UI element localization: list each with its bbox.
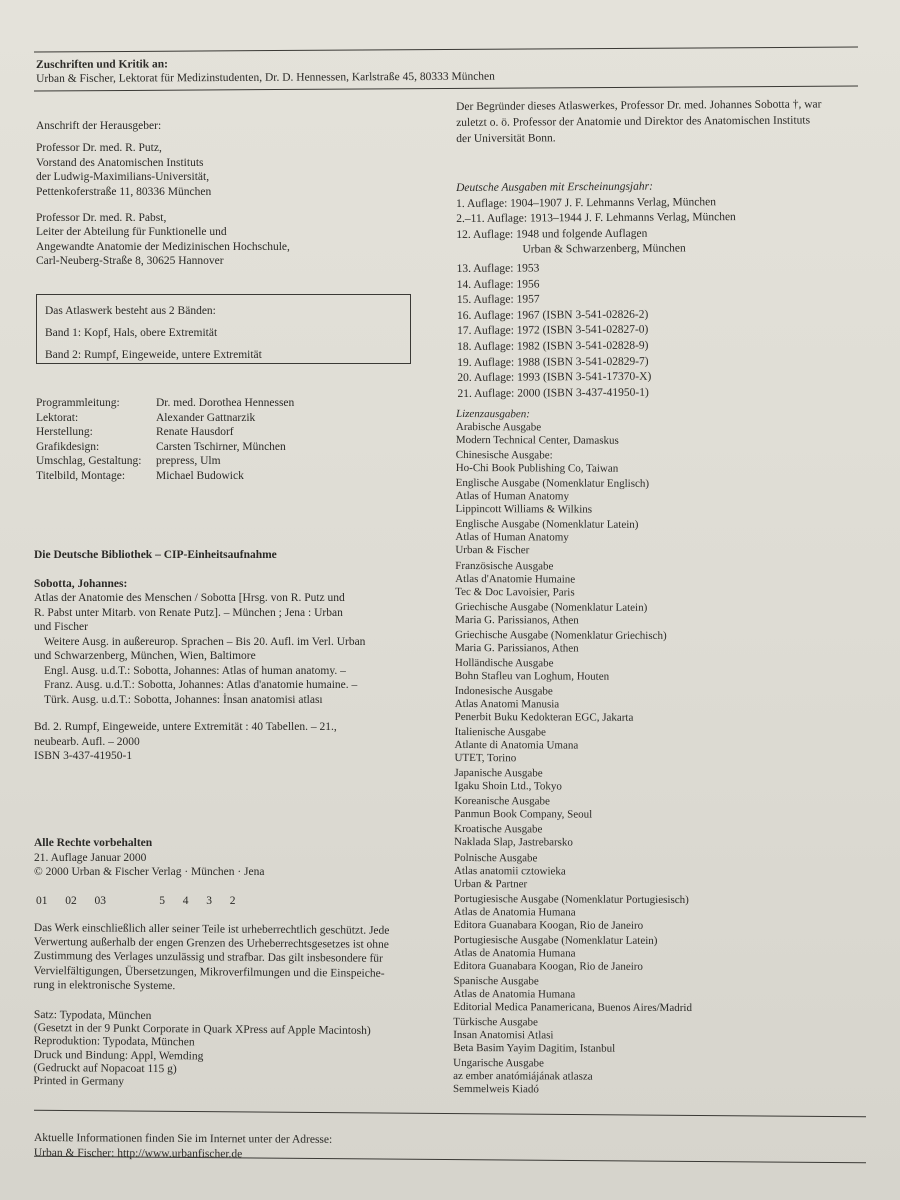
cip-author: Sobotta, Johannes: bbox=[34, 577, 128, 590]
production-line: Printed in Germany bbox=[33, 1075, 125, 1088]
license-line: Maria G. Parissianos, Athen bbox=[454, 641, 579, 655]
license-line: Ungarische Ausgabe bbox=[453, 1057, 544, 1070]
header-rule bbox=[34, 85, 858, 91]
editor-pabst-line: Carl-Neuberg-Straße 8, 30625 Hannover bbox=[36, 255, 224, 268]
production-line: Reproduktion: Typodata, München bbox=[33, 1035, 195, 1049]
license-line: Modern Technical Center, Damaskus bbox=[455, 434, 619, 447]
license-line: Atlas anatomii cztowieka bbox=[453, 864, 566, 878]
license-line: Atlas de Anatomia Humana bbox=[453, 905, 576, 919]
cip-band-line: Bd. 2. Rumpf, Eingeweide, untere Extremität : 40 Tabellen. – 21., bbox=[34, 721, 337, 733]
license-line: Atlas of Human Anatomy bbox=[455, 531, 569, 544]
credit-name: Carsten Tschirner, München bbox=[156, 440, 286, 453]
license-line: Französische Ausgabe bbox=[455, 559, 554, 572]
feedback-address: Urban & Fischer, Lektorat für Medizinstudenten, Dr. D. Hennessen, Karlstraße 45, 80333 München bbox=[36, 71, 495, 86]
license-line: Semmelweis Kiadó bbox=[453, 1083, 539, 1096]
credit-name: Alexander Gattnarzik bbox=[156, 411, 256, 424]
edition-line: 16. Auflage: 1967 (ISBN 3-541-02826-2) bbox=[456, 308, 649, 322]
editor-pabst-line: Angewandte Anatomie der Medizinischen Hochschule, bbox=[36, 240, 290, 253]
volume-1: Band 1: Kopf, Hals, obere Extremität bbox=[45, 327, 218, 339]
cip-indented-line: Türk. Ausg. u.d.T.: Sobotta, Johannes: İnsan anatomisi atlası bbox=[44, 693, 323, 706]
production-block bbox=[33, 1009, 371, 1091]
credit-name: prepress, Ulm bbox=[156, 455, 221, 468]
license-line: Atlas d'Anatomie Humaine bbox=[455, 572, 576, 586]
editor-putz-line: der Ludwig-Maximilians-Universität, bbox=[36, 171, 210, 184]
copyright-line: © 2000 Urban & Fischer Verlag · München · Jena bbox=[34, 866, 265, 879]
edition-line: 20. Auflage: 1993 (ISBN 3-541-17370-X) bbox=[457, 370, 652, 385]
top-rule bbox=[34, 46, 858, 52]
rights-heading: Alle Rechte vorbehalten bbox=[34, 837, 153, 849]
credit-role: Herstellung: bbox=[36, 426, 93, 439]
edition-line: 13. Auflage: 1953 bbox=[456, 262, 540, 275]
license-line: Koreanische Ausgabe bbox=[454, 795, 550, 808]
founder-line: Der Begründer dieses Atlaswerkes, Professor Dr. med. Johannes Sobotta †, war bbox=[456, 98, 822, 113]
credit-name: Renate Hausdorf bbox=[156, 426, 234, 439]
license-line: Ho-Chi Book Publishing Co, Taiwan bbox=[455, 462, 619, 475]
license-line: Maria G. Parissianos, Athen bbox=[455, 613, 579, 627]
cip-indented-line: und Schwarzenberg, München, Wien, Baltimore bbox=[34, 650, 256, 662]
license-line: Bohn Stafleu van Loghum, Houten bbox=[454, 669, 610, 683]
volumes-box bbox=[36, 294, 411, 364]
cip-line: R. Pabst unter Mitarb. von Renate Putz]. – München ; Jena : Urban bbox=[34, 606, 343, 619]
edition-line: 21. Auflage: 2000 (ISBN 3-437-41950-1) bbox=[457, 386, 649, 400]
license-line: Tec & Doc Lavoisier, Paris bbox=[455, 585, 575, 599]
cip-indented-line: Weitere Ausg. in außereurop. Sprachen – Bis 20. Aufl. im Verl. Urban bbox=[44, 635, 366, 648]
credit-row bbox=[36, 425, 294, 440]
credit-name: Dr. med. Dorothea Hennessen bbox=[156, 397, 295, 409]
editor-putz-line: Professor Dr. med. R. Putz, bbox=[36, 142, 162, 155]
notice-line: rung in elektronische Systeme. bbox=[33, 978, 176, 992]
volumes-heading: Das Atlaswerk besteht aus 2 Bänden: bbox=[45, 305, 216, 317]
credit-row bbox=[36, 440, 294, 455]
edition-line: 2.–11. Auflage: 1913–1944 J. F. Lehmanns Verlag, München bbox=[456, 211, 736, 226]
license-line: Atlas of Human Anatomy bbox=[455, 490, 569, 503]
rights-block bbox=[34, 836, 264, 880]
editors-heading: Anschrift der Herausgeber: bbox=[36, 120, 162, 132]
license-line: Griechische Ausgabe (Nomenklatur Latein) bbox=[455, 600, 648, 614]
license-line: Igaku Shoin Ltd., Tokyo bbox=[454, 780, 562, 793]
german-editions-heading: Deutsche Ausgaben mit Erscheinungsjahr: bbox=[456, 180, 653, 194]
editor-pabst-line: Leiter der Abteilung für Funktionelle und bbox=[36, 226, 227, 239]
notice-line: Das Werk einschließlich aller seiner Teile ist urheberrechtlich geschützt. Jede bbox=[33, 921, 390, 937]
credits-list bbox=[36, 396, 294, 484]
license-line: az ember anatómiájának atlasza bbox=[453, 1070, 593, 1083]
cip-band-line: neubearb. Aufl. – 2000 bbox=[34, 735, 140, 748]
credit-row bbox=[36, 454, 294, 469]
license-line: Portugiesische Ausgabe (Nomenklatur Portugiesisch) bbox=[453, 892, 689, 906]
license-line: Portugiesische Ausgabe (Nomenklatur Latein) bbox=[453, 933, 658, 947]
editors-block bbox=[36, 119, 290, 269]
footer-url: Urban & Fischer: http://www.urbanfischer.de bbox=[33, 1146, 243, 1160]
license-line: Polnische Ausgabe bbox=[454, 851, 538, 864]
credit-role: Titelbild, Montage: bbox=[36, 469, 126, 482]
license-line: Penerbit Buku Kedokteran EGC, Jakarta bbox=[454, 711, 634, 724]
editor-pabst-line: Professor Dr. med. R. Pabst, bbox=[36, 212, 167, 225]
license-line: Italienische Ausgabe bbox=[454, 726, 546, 739]
german-editions bbox=[456, 179, 737, 402]
license-line: Insan Anatomisi Atlasi bbox=[453, 1029, 554, 1042]
footer-info: Aktuelle Informationen finden Sie im Internet unter der Adresse: bbox=[33, 1132, 333, 1146]
production-line: (Gedruckt auf Nopacoat 115 g) bbox=[33, 1061, 177, 1076]
feedback-title: Zuschriften und Kritik an: bbox=[36, 58, 169, 71]
production-line: Druck und Bindung: Appl, Wemding bbox=[33, 1048, 204, 1063]
founder-line: der Universität Bonn. bbox=[456, 132, 556, 145]
edition-line: 12. Auflage: 1948 und folgende Auflagen bbox=[456, 227, 648, 241]
edition-line: 15. Auflage: 1957 bbox=[456, 293, 540, 307]
license-line: Atlas Anatomi Manusia bbox=[454, 697, 560, 711]
credit-row bbox=[36, 469, 294, 484]
notice-line: Zustimmung des Verlages unzulässig und strafbar. Das gilt insbesondere für bbox=[33, 950, 383, 966]
cip-indented-line: Engl. Ausg. u.d.T.: Sobotta, Johannes: Atlas of human anatomy. – bbox=[44, 664, 346, 677]
license-line: Beta Basim Yayim Dagitim, Istanbul bbox=[453, 1042, 616, 1055]
license-line: Japanische Ausgabe bbox=[454, 767, 543, 780]
cip-block bbox=[34, 548, 365, 764]
notice-line: Vervielfältigungen, Übersetzungen, Mikroverfilmungen und die Einspeiche- bbox=[33, 964, 385, 980]
cip-line: Atlas der Anatomie des Menschen / Sobotta [Hrsg. von R. Putz und bbox=[34, 592, 345, 604]
edition-line: 17. Auflage: 1972 (ISBN 3-541-02827-0) bbox=[457, 324, 649, 338]
cip-isbn: ISBN 3-437-41950-1 bbox=[34, 750, 133, 762]
credit-row bbox=[36, 411, 294, 426]
license-line: Panmun Book Company, Seoul bbox=[454, 808, 593, 821]
license-line: Atlas de Anatomia Humana bbox=[453, 987, 576, 1001]
cip-line: und Fischer bbox=[34, 621, 88, 633]
license-line: Editora Guanabara Koogan, Rio de Janeiro bbox=[453, 918, 644, 932]
license-line: Indonesische Ausgabe bbox=[454, 684, 553, 698]
license-line: Atlas de Anatomia Humana bbox=[453, 946, 576, 960]
credit-role: Umschlag, Gestaltung: bbox=[36, 455, 142, 468]
copyright-notice bbox=[33, 921, 389, 995]
credit-role: Lektorat: bbox=[36, 411, 79, 424]
license-line: Naklada Slap, Jastrebarsko bbox=[454, 836, 573, 849]
license-line: Arabische Ausgabe bbox=[455, 421, 542, 434]
license-line: Türkische Ausgabe bbox=[453, 1016, 538, 1029]
cip-heading: Die Deutsche Bibliothek – CIP-Einheitsaufnahme bbox=[34, 549, 277, 561]
license-line: Atlante di Anatomia Umana bbox=[454, 739, 579, 752]
license-line: UTET, Torino bbox=[454, 752, 517, 765]
licensed-heading: Lizenzausgaben: bbox=[455, 408, 530, 421]
license-line: Kroatische Ausgabe bbox=[454, 823, 543, 836]
production-line: (Gesetzt in der 9 Punkt Corporate in Quark XPress auf Apple Macintosh) bbox=[33, 1022, 371, 1038]
credit-name: Michael Budowick bbox=[156, 469, 244, 482]
production-line: Satz: Typodata, München bbox=[33, 1009, 152, 1023]
license-line: Editora Guanabara Koogan, Rio de Janeiro bbox=[453, 959, 643, 973]
edition-date: 21. Auflage Januar 2000 bbox=[34, 851, 147, 864]
founder-line: zuletzt o. ö. Professor der Anatomie und Direktor des Anatomischen Instituts bbox=[456, 114, 811, 129]
print-run-numbers: 01 02 03 5 4 3 2 bbox=[36, 895, 236, 907]
editor-putz-line: Pettenkoferstraße 11, 80336 München bbox=[36, 185, 212, 198]
license-line: Lippincott Williams & Wilkins bbox=[455, 503, 593, 516]
cip-indented-line: Franz. Ausg. u.d.T.: Sobotta, Johannes: Atlas d'anatomie humaine. – bbox=[44, 679, 358, 691]
notice-line: Verwertung außerhalb der engen Grenzen des Urheberrechtsgesetzes ist ohne bbox=[33, 936, 389, 951]
license-line: Editorial Medica Panamericana, Buenos Aires/Madrid bbox=[453, 1001, 692, 1015]
license-line: Spanische Ausgabe bbox=[453, 974, 539, 988]
editor-putz-line: Vorstand des Anatomischen Instituts bbox=[36, 156, 204, 169]
license-line: Griechische Ausgabe (Nomenklatur Griechisch) bbox=[454, 628, 667, 642]
volume-2: Band 2: Rumpf, Eingeweide, untere Extremität bbox=[45, 349, 262, 361]
footer-rule-top bbox=[34, 1110, 866, 1118]
edition-publisher: Urban & Schwarzenberg, München bbox=[522, 242, 686, 256]
credit-role: Programmleitung: bbox=[36, 397, 120, 409]
edition-line: 19. Auflage: 1988 (ISBN 3-541-02829-7) bbox=[457, 355, 649, 369]
edition-line: 1. Auflage: 1904–1907 J. F. Lehmanns Verlag, München bbox=[456, 195, 717, 210]
license-line: Urban & Fischer bbox=[455, 544, 530, 557]
license-line: Urban & Partner bbox=[453, 877, 528, 890]
license-line: Englische Ausgabe (Nomenklatur Englisch) bbox=[455, 477, 650, 491]
feedback-block bbox=[36, 56, 495, 87]
founder-note bbox=[456, 96, 822, 147]
credit-row bbox=[36, 396, 294, 411]
licensed-editions bbox=[453, 408, 695, 1097]
license-line: Englische Ausgabe (Nomenklatur Latein) bbox=[455, 518, 639, 532]
edition-line: 18. Auflage: 1982 (ISBN 3-541-02828-9) bbox=[457, 339, 649, 353]
license-line: Chinesische Ausgabe: bbox=[455, 449, 553, 462]
license-line: Holländische Ausgabe bbox=[454, 656, 554, 670]
edition-line: 14. Auflage: 1956 bbox=[456, 277, 540, 291]
credit-role: Grafikdesign: bbox=[36, 440, 100, 453]
